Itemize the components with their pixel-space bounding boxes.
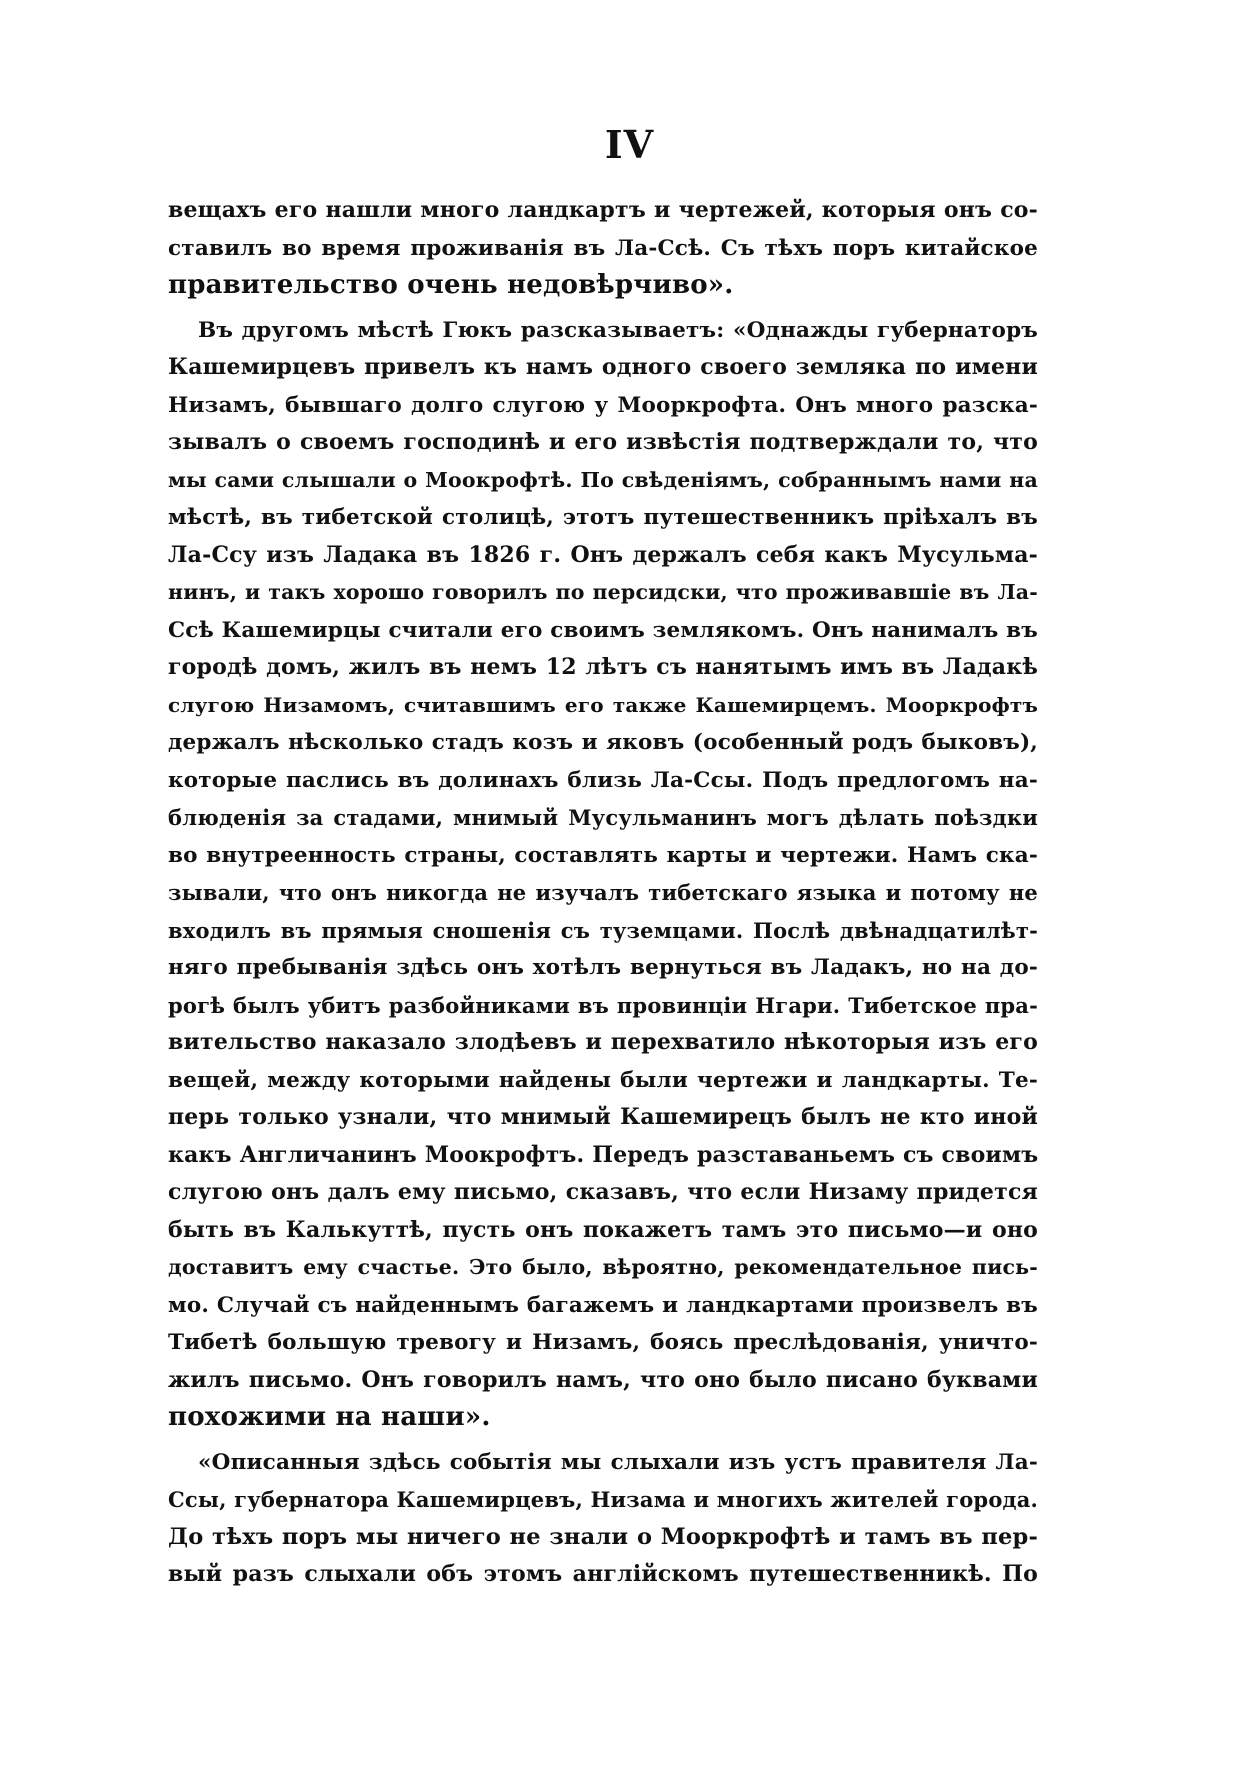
text-line: какъ Англичанинъ Моокрофтъ. Передъ разставаньемъ съ своимъ [168,1141,1039,1168]
paragraph-3 [168,1444,1038,1594]
paragraph-1 [168,192,1038,305]
text-line: мѣстѣ, въ тибетской столицѣ, этотъ путешественникъ пріѣхалъ въ [168,505,1038,530]
text-line: правительство очень недовѣрчиво». [168,270,734,300]
text-line: рогѣ былъ убитъ разбойниками въ провинціи Нгари. Тибетское пра- [168,992,1038,1018]
text-line: нинъ, и такъ хорошо говорилъ по персидски, что проживавшіе въ Ла- [168,580,1038,604]
text-line: Тибетѣ большую тревогу и Низамъ, боясь преслѣдованія, уничто- [168,1330,1038,1355]
text-line: Ссы, губернатора Кашемирцевъ, Низама и многихъ жителей города. [168,1487,1039,1512]
text-line: зывали, что онъ никогда не изучалъ тибетскаго языка и потому не [168,880,1038,905]
text-line: вый разъ слыхали объ этомъ англійскомъ путешественникѣ. По [168,1561,1038,1587]
text-line: входилъ въ прямыя сношенія съ туземцами. Послѣ двѣнадцатилѣт- [168,917,1038,943]
text-line: няго пребыванія здѣсь онъ хотѣлъ вернуться въ Ладакъ, но на до- [168,955,1038,980]
text-line: вещей, между которыми найдены были чертежи и ландкарты. Те- [168,1067,1038,1093]
text-line: вительство наказало злодѣевъ и перехватило нѣкоторыя изъ его [168,1029,1038,1055]
text-line: похожими на наши». [168,1402,491,1432]
text-line: доставитъ ему счастье. Это было, вѣроятно, рекомендательное пись- [168,1255,1038,1279]
text-line: слугою Низамомъ, считавшимъ его также Кашемирцемъ. Мооркрофтъ [168,692,1038,717]
text-line: жилъ письмо. Онъ говорилъ намъ, что оно было писано буквами [168,1366,1038,1393]
text-line: городѣ домъ, жилъ въ немъ 12 лѣтъ съ нанятымъ имъ въ Ладакѣ [168,654,1038,680]
text-line: Низамъ, бывшаго долго слугою у Мооркрофта. Онъ много разска- [168,392,1038,418]
text-line: Въ другомъ мѣстѣ Гюкъ разсказываетъ: «Однажды губернаторъ [198,317,1038,343]
text-line: блюденія за стадами, мнимый Мусульманинъ могъ дѣлать поѣздки [168,805,1038,830]
text-line: перь только узнали, что мнимый Кашемирецъ былъ не кто иной [168,1104,1038,1130]
text-line: мо. Случай съ найденнымъ багажемъ и ландкартами произвелъ въ [168,1292,1038,1318]
text-line: Ла-Ссу изъ Ладака въ 1826 г. Онъ держалъ себя какъ Мусульма- [168,541,1038,568]
text-line: слугою онъ далъ ему письмо, сказавъ, что если Низаму придется [168,1179,1038,1205]
text-line: Кашемирцевъ привелъ къ намъ одного своего земляка по имени [168,354,1038,380]
text-line: До тѣхъ поръ мы ничего не знали о Мооркрофтѣ и тамъ въ пер- [168,1523,1038,1550]
page-number: IV [604,122,655,167]
text-line: которые паслись въ долинахъ близь Ла-Ссы. Подъ предлогомъ на- [168,767,1038,793]
body-text [168,192,1038,1594]
text-line: быть въ Калькуттѣ, пусть онъ покажетъ тамъ это письмо—и оно [168,1216,1038,1243]
text-line: Ссѣ Кашемирцы считали его своимъ землякомъ. Онъ нанималъ въ [168,617,1038,643]
text-line: вещахъ его нашли много ландкартъ и чертежей, которыя онъ со- [168,197,1038,223]
text-line: ставилъ во время проживанія въ Ла-Ссѣ. Съ тѣхъ поръ китайское [168,235,1038,261]
text-line: держалъ нѣсколько стадъ козъ и яковъ (особенный родъ быковъ), [168,730,1038,755]
text-line: во внутреенность страны, составлять карты и чертежи. Намъ ска- [168,842,1038,868]
text-line: «Описанныя здѣсь событія мы слыхали изъ устъ правителя Ла- [198,1449,1038,1475]
text-line: зывалъ о своемъ господинѣ и его извѣстія подтверждали то, что [168,429,1038,455]
text-line: мы сами слышали о Моокрофтѣ. По свѣденіямъ, собраннымъ нами на [168,467,1038,492]
paragraph-2 [168,312,1038,1437]
